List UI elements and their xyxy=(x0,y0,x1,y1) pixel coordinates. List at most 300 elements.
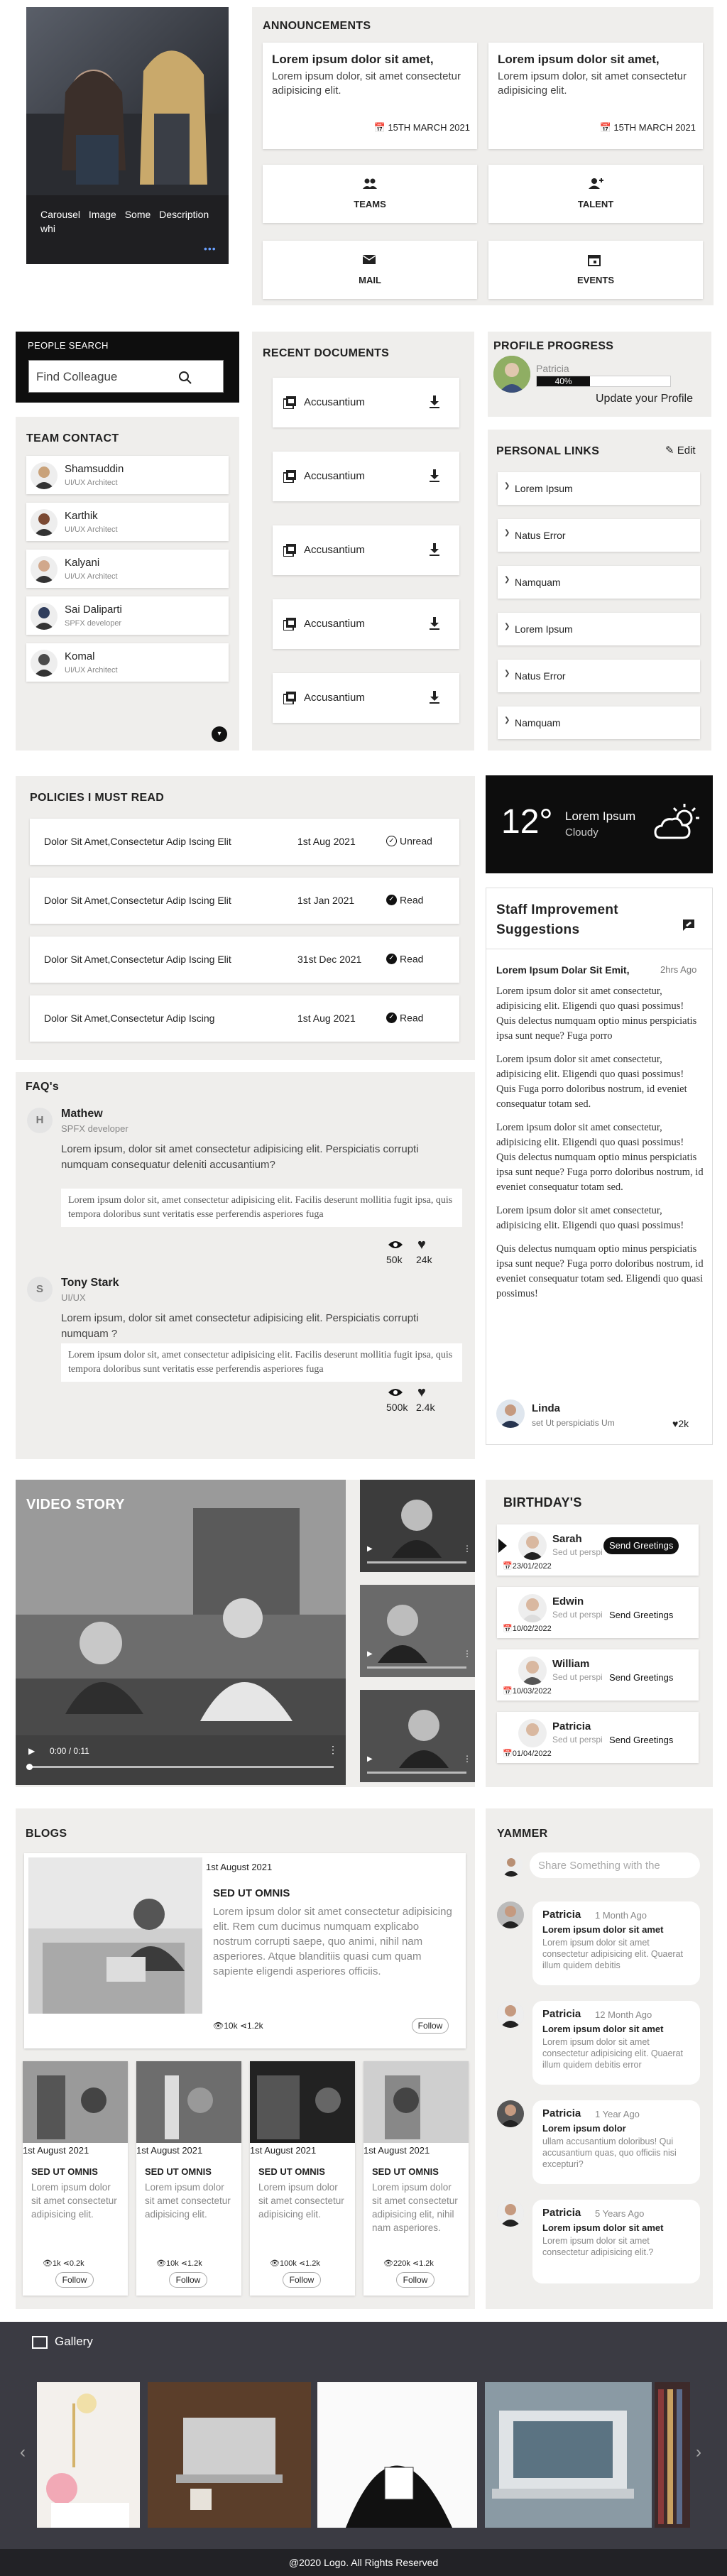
staff-author-name: Linda xyxy=(532,1402,560,1414)
share-icon: ⋖ xyxy=(178,2259,187,2268)
team-member-name: Kalyani xyxy=(65,557,100,569)
faq-author-role: SPFX developer xyxy=(61,1123,129,1134)
blog-text: Lorem ipsum dolor sit amet consectetur adipisicing elit. xyxy=(31,2182,117,2220)
team-member-card[interactable] xyxy=(26,596,229,635)
announcement-headline: Lorem ipsum dolor sit amet, xyxy=(272,53,434,66)
personal-link[interactable] xyxy=(498,706,700,739)
featured-blog-text: Lorem ipsum dolor sit amet consectetur adipisicing elit. Rem cum ducimus numquam explicabo nostrum corrupti saepe, quo animi, nihil nam asperiores. Atque blanditiis quasi cum quam sapiente eligendi asperiores officiis. xyxy=(213,1906,452,1977)
profile-progress-title: PROFILE PROGRESS xyxy=(493,340,614,352)
video-play-button[interactable]: ▶ xyxy=(28,1746,35,1756)
birthday-card[interactable] xyxy=(497,1587,699,1638)
profile-name: Patricia xyxy=(536,363,569,374)
weather-location: Lorem Ipsum xyxy=(565,809,636,823)
birthday-card[interactable] xyxy=(497,1649,699,1701)
faq-author-role: UI/UX xyxy=(61,1292,86,1303)
yammer-post[interactable] xyxy=(532,2100,700,2184)
blog-date: 1st August 2021 xyxy=(364,2145,430,2156)
video-thumbnail[interactable] xyxy=(360,1480,475,1572)
download-icon[interactable] xyxy=(429,395,440,408)
blogs-title: BLOGS xyxy=(26,1828,67,1840)
yammer-post-author: Patricia xyxy=(542,2207,581,2219)
staff-author-avatar xyxy=(496,1399,525,1428)
birthday-date-row xyxy=(503,1624,552,1633)
eye-icon: 👁 xyxy=(213,2021,224,2031)
yammer-post-time: 5 Years Ago xyxy=(595,2208,645,2219)
video-thumbnail-play[interactable]: ▶ xyxy=(367,1650,373,1658)
birthday-date: 23/01/2022 xyxy=(512,1562,552,1571)
document-row[interactable] xyxy=(273,525,459,575)
search-icon[interactable] xyxy=(178,371,192,385)
featured-blog-card[interactable] xyxy=(24,1853,466,2048)
announcement-card[interactable] xyxy=(488,43,703,149)
staff-paragraph: Quis delectus numquam optio minus perspiciatis ipsa sunt neque? Fuga porro doloribus nostrum, id eveniet consequatur totam sed. Eligendi quo quasi possimus! xyxy=(496,1243,704,1299)
calendar-icon: 📅 xyxy=(503,1750,513,1758)
policy-row[interactable] xyxy=(30,937,459,983)
check-outline-icon: ✓ xyxy=(386,836,397,846)
team-member-avatar xyxy=(31,650,58,677)
video-thumbnail-progress[interactable] xyxy=(367,1561,466,1563)
eye-icon: 👁 xyxy=(43,2259,53,2268)
yammer-post-avatar xyxy=(497,2200,524,2227)
eye-icon: 👁 xyxy=(383,2259,393,2268)
quick-link-label: MAIL xyxy=(359,275,381,285)
heart-icon[interactable]: ♥ xyxy=(417,1237,426,1252)
main-video-frame xyxy=(16,1480,346,1785)
edit-links-button[interactable] xyxy=(665,444,696,457)
team-member-card[interactable] xyxy=(26,456,229,494)
link-icon: ❯ xyxy=(504,576,510,584)
eye-icon[interactable] xyxy=(388,1387,403,1397)
yammer-post-text: ullam accusantium doloribus! Qui accusantium quas, quo officiis nisi excepturi? xyxy=(542,2136,677,2169)
policy-date: 31st Dec 2021 xyxy=(297,954,362,965)
blog-image xyxy=(250,2061,355,2143)
blog-date: 1st August 2021 xyxy=(250,2145,317,2156)
video-title: VIDEO STORY xyxy=(26,1497,125,1512)
personal-link[interactable] xyxy=(498,660,700,692)
blog-card[interactable] xyxy=(364,2061,469,2296)
footer xyxy=(0,2549,727,2576)
blog-follow-button[interactable]: Follow xyxy=(55,2272,94,2288)
team-member-role: UI/UX Architect xyxy=(65,525,118,534)
eye-icon[interactable] xyxy=(388,1240,403,1250)
video-time: 0:00 / 0:11 xyxy=(50,1746,89,1756)
document-row[interactable] xyxy=(273,673,459,723)
weather-widget xyxy=(486,775,713,873)
cloudy-sun-icon xyxy=(652,802,702,845)
blog-follow-button[interactable]: Follow xyxy=(396,2272,434,2288)
team-member-card[interactable] xyxy=(26,503,229,541)
heart-icon[interactable]: ♥ xyxy=(417,1385,426,1400)
staff-author-sub: set Ut perspiciatis Um xyxy=(532,1418,615,1428)
gallery-image-3[interactable] xyxy=(317,2382,477,2528)
birthday-date-row xyxy=(503,1561,552,1571)
talent-icon xyxy=(588,178,603,189)
video-thumbnail-progress[interactable] xyxy=(367,1772,466,1774)
send-greetings-button[interactable]: Send Greetings xyxy=(603,1669,679,1686)
blog-image xyxy=(136,2061,241,2143)
download-icon[interactable] xyxy=(429,617,440,630)
gallery-title: Gallery xyxy=(55,2335,93,2348)
document-name: Accusantium xyxy=(304,544,365,556)
quick-link-mail[interactable] xyxy=(263,241,477,299)
quick-link-talent[interactable] xyxy=(488,165,703,223)
document-row[interactable] xyxy=(273,452,459,501)
video-thumbnail-frame xyxy=(360,1690,475,1782)
carousel-dots[interactable]: ••• xyxy=(204,243,217,254)
image-icon xyxy=(32,2336,48,2349)
yammer-post-author: Patricia xyxy=(542,1909,581,1921)
policy-row[interactable] xyxy=(30,819,459,865)
quick-link-events[interactable] xyxy=(488,241,703,299)
profile-progress-bar xyxy=(536,376,671,387)
yammer-post-author: Patricia xyxy=(542,2008,581,2020)
share-icon: ⋖ xyxy=(239,2021,247,2031)
footer-text: @2020 Logo. All Rights Reserved xyxy=(288,2557,439,2568)
birthday-sub: Sed ut perspi xyxy=(552,1672,603,1682)
video-thumbnail-progress[interactable] xyxy=(367,1666,466,1669)
personal-link[interactable] xyxy=(498,613,700,645)
announcement-headline: Lorem ipsum dolor sit amet, xyxy=(498,53,660,66)
blog-stats xyxy=(270,2259,320,2268)
events-icon xyxy=(588,253,601,266)
birthday-avatar xyxy=(518,1594,547,1622)
blog-card[interactable] xyxy=(250,2061,355,2296)
blog-stats xyxy=(383,2259,434,2268)
share-icon: ⋖ xyxy=(60,2259,70,2268)
gallery-prev-button[interactable]: ‹ xyxy=(20,2443,26,2462)
announcements-title: ANNOUNCEMENTS xyxy=(263,20,371,32)
yammer-post-avatar xyxy=(497,1901,524,1928)
heart-icon: ♥ xyxy=(672,1418,679,1429)
team-member-name: Shamsuddin xyxy=(65,463,124,475)
yammer-post-author: Patricia xyxy=(542,2107,581,2119)
blog-views: 100k xyxy=(279,2259,297,2268)
featured-blog-stats xyxy=(213,2021,263,2031)
link-icon: ❯ xyxy=(504,670,510,677)
weather-condition: Cloudy xyxy=(565,826,598,839)
team-member-card[interactable] xyxy=(26,643,229,682)
announcement-date-row xyxy=(600,122,696,133)
check-filled-icon: ✓ xyxy=(386,954,397,964)
birthday-card[interactable] xyxy=(497,1712,699,1763)
blog-follow-button[interactable]: Follow xyxy=(283,2272,321,2288)
faq-author: Tony Stark xyxy=(61,1277,119,1289)
birthday-avatar xyxy=(518,1657,547,1685)
document-icon xyxy=(283,544,296,557)
document-row[interactable] xyxy=(273,599,459,649)
hero-image xyxy=(26,7,229,195)
faq-views: 50k xyxy=(386,1254,403,1265)
profile-progress-fill xyxy=(537,376,590,386)
birthdays-title: BIRTHDAY'S xyxy=(503,1495,582,1510)
people-search-title: PEOPLE SEARCH xyxy=(28,340,109,351)
download-icon[interactable] xyxy=(429,691,440,704)
blog-shares: 1.2k xyxy=(419,2259,434,2268)
team-member-name: Sai Daliparti xyxy=(65,604,122,616)
check-filled-icon: ✓ xyxy=(386,895,397,905)
video-thumbnail[interactable] xyxy=(360,1585,475,1677)
hero-carousel[interactable] xyxy=(26,7,229,264)
featured-shares: 1.2k xyxy=(247,2021,263,2031)
policies-title: POLICIES I MUST READ xyxy=(30,792,165,804)
hero-caption: Carousel Image Some Description whi xyxy=(40,209,209,234)
yammer-share-input[interactable] xyxy=(530,1852,700,1878)
announcement-text: Lorem ipsum dolor, sit amet consectetur adipisicing elit. xyxy=(272,70,461,97)
people-search-placeholder: Find Colleague xyxy=(36,370,118,383)
people-search-input[interactable] xyxy=(28,360,224,393)
video-thumbnail-menu[interactable]: ⋮ xyxy=(463,1649,471,1659)
staff-post-time: 2hrs Ago xyxy=(660,964,697,975)
blog-shares: 0.2k xyxy=(69,2259,84,2268)
weather-temp: 12° xyxy=(501,803,553,841)
yammer-post-avatar xyxy=(497,2001,524,2028)
featured-blog-date: 1st August 2021 xyxy=(206,1862,273,1872)
blog-date: 1st August 2021 xyxy=(136,2145,203,2156)
birthday-sub: Sed ut perspi xyxy=(552,1547,603,1557)
mail-icon xyxy=(362,253,376,265)
policy-status-label: Read xyxy=(400,953,424,965)
link-icon: ❯ xyxy=(504,529,510,537)
policy-row[interactable] xyxy=(30,995,459,1042)
gallery-section xyxy=(0,2322,727,2549)
faq-question: Lorem ipsum, dolor sit amet consectetur adipisicing elit. Perspiciatis corrupti numquam consequatur deleniti accusantium? xyxy=(61,1143,419,1171)
eye-icon: 👁 xyxy=(156,2259,166,2268)
yammer-post-title: Lorem ipsum dolor sit amet xyxy=(542,2024,664,2034)
faq-views: 500k xyxy=(386,1402,408,1413)
gallery-image-5[interactable] xyxy=(655,2382,690,2528)
blog-card[interactable] xyxy=(23,2061,128,2296)
calendar-icon: 📅 xyxy=(373,122,388,133)
yammer-post[interactable] xyxy=(532,2200,700,2283)
personal-link-label: Lorem Ipsum xyxy=(515,483,573,494)
personal-link-label: Namquam xyxy=(515,577,561,588)
yammer-post-time: 12 Month Ago xyxy=(595,2009,652,2020)
yammer-post[interactable] xyxy=(532,2001,700,2085)
gallery-image-4[interactable] xyxy=(485,2382,652,2528)
faq-answer: Lorem ipsum dolor sit, amet consectetur adipisicing elit. Facilis deserunt mollitia fugit ipsa, quis tempora doloribus sunt veritatis esse perferendis asperiores fuga xyxy=(61,1189,462,1227)
policy-date: 1st Aug 2021 xyxy=(297,836,356,847)
birthday-name: Patricia xyxy=(552,1720,591,1732)
check-filled-icon: ✓ xyxy=(386,1013,397,1023)
team-member-avatar xyxy=(31,556,58,583)
staff-title-1: Staff Improvement xyxy=(496,902,618,917)
personal-links-title: PERSONAL LINKS xyxy=(496,445,600,457)
personal-link-label: Natus Error xyxy=(515,670,566,682)
team-member-avatar xyxy=(31,603,58,630)
video-thumbnail-menu[interactable]: ⋮ xyxy=(463,1754,471,1764)
birthday-sub: Sed ut perspi xyxy=(552,1610,603,1620)
gallery-image-2[interactable] xyxy=(148,2382,311,2528)
download-icon[interactable] xyxy=(429,543,440,556)
calendar-icon: 📅 xyxy=(599,122,614,133)
blog-views: 1k xyxy=(52,2259,61,2268)
birthday-avatar xyxy=(518,1532,547,1560)
birthday-name: William xyxy=(552,1658,590,1670)
share-icon: ⋖ xyxy=(410,2259,420,2268)
send-greetings-button[interactable]: Send Greetings xyxy=(603,1732,679,1749)
team-member-role: SPFX developer xyxy=(65,619,122,628)
policy-title: Dolor Sit Amet,Consectetur Adip Iscing Elit xyxy=(44,954,231,965)
gallery-header xyxy=(32,2335,93,2349)
yammer-post-text: Lorem ipsum dolor sit amet consectetur adipisicing elit.? xyxy=(542,2236,654,2257)
birthday-date: 01/04/2022 xyxy=(512,1750,552,1758)
blog-title[interactable]: SED UT OMNIS xyxy=(372,2166,439,2177)
birthday-date: 10/03/2022 xyxy=(512,1687,552,1696)
blog-stats xyxy=(156,2259,202,2268)
gallery-next-button[interactable]: › xyxy=(696,2443,701,2462)
birthday-name: Sarah xyxy=(552,1533,582,1545)
staff-paragraph: Lorem ipsum dolor sit amet consectetur, adipisicing elit. Eligendi quo quasi possimus! Quis delectus numquam optio minus perspiciatis ipsa sunt neque? Fuga porro doloribus nostrum, id eveniet consequatur totam sed. xyxy=(496,1122,704,1193)
birthday-date-row xyxy=(503,1749,552,1758)
yammer-title: YAMMER xyxy=(497,1828,548,1840)
faq-initial-avatar: S xyxy=(27,1277,53,1302)
personal-link[interactable] xyxy=(498,566,700,599)
blog-text: Lorem ipsum dolor sit amet consectetur adipisicing elit. xyxy=(258,2182,344,2220)
featured-views: 10k xyxy=(224,2021,238,2031)
pencil-icon: ✎ xyxy=(665,444,677,457)
staff-post-body xyxy=(496,984,704,1310)
faq-title: FAQ's xyxy=(26,1081,60,1093)
main-video[interactable] xyxy=(16,1480,346,1785)
video-thumbnail-play[interactable]: ▶ xyxy=(367,1545,373,1553)
blog-title[interactable]: SED UT OMNIS xyxy=(31,2166,98,2177)
staff-suggestions-panel xyxy=(486,888,713,1445)
faq-question: Lorem ipsum, dolor sit amet consectetur adipisicing elit. Perspiciatis corrupti numquam ? xyxy=(61,1312,419,1340)
policy-status-label: Read xyxy=(400,894,424,906)
blog-title[interactable]: SED UT OMNIS xyxy=(258,2166,325,2177)
team-member-card[interactable] xyxy=(26,550,229,588)
policy-status xyxy=(386,893,423,905)
yammer-post-time: 1 Year Ago xyxy=(595,2109,640,2119)
yammer-placeholder: Share Something with the xyxy=(538,1860,660,1872)
staff-title-2: Suggestions xyxy=(496,922,580,937)
yammer-post-title: Lorem ipsum dolor sit amet xyxy=(542,2222,664,2233)
scroll-down-button[interactable]: ▾ xyxy=(212,726,227,742)
blog-text: Lorem ipsum dolor sit amet consectetur adipisicing elit, nihil nam asperiores. xyxy=(372,2182,458,2233)
announcement-text: Lorem ipsum dolor, sit amet consectetur adipisicing elit. xyxy=(498,70,687,97)
send-greetings-button[interactable]: Send Greetings xyxy=(603,1537,679,1554)
team-member-role: UI/UX Architect xyxy=(65,666,118,675)
blog-image xyxy=(23,2061,128,2143)
policy-date: 1st Jan 2021 xyxy=(297,895,355,906)
featured-blog-title[interactable]: SED UT OMNIS xyxy=(213,1887,290,1899)
video-menu-button[interactable]: ⋮ xyxy=(328,1744,338,1755)
yammer-post[interactable] xyxy=(532,1901,700,1985)
share-icon: ⋖ xyxy=(296,2259,306,2268)
video-thumbnail-play[interactable]: ▶ xyxy=(367,1755,373,1763)
blog-stats xyxy=(43,2259,84,2268)
download-icon[interactable] xyxy=(429,469,440,482)
blog-card[interactable] xyxy=(136,2061,241,2296)
video-thumbnail[interactable] xyxy=(360,1690,475,1782)
faq-author: Mathew xyxy=(61,1108,103,1120)
link-icon: ❯ xyxy=(504,716,510,724)
personal-link[interactable] xyxy=(498,472,700,505)
policy-status-label: Unread xyxy=(400,835,432,847)
policy-status xyxy=(386,834,432,846)
link-icon: ❯ xyxy=(504,623,510,631)
team-member-avatar xyxy=(31,509,58,536)
video-progress[interactable] xyxy=(28,1766,334,1768)
yammer-post-text: Lorem ipsum dolor sit amet consectetur adipisicing elit. Quaerat illum quidem debitis xyxy=(542,1938,684,1970)
announcement-date-row xyxy=(374,122,470,133)
staff-paragraph: Lorem ipsum dolor sit amet consectetur, adipisicing elit. Eligendi quo quasi possimus! xyxy=(496,1205,684,1231)
edit-links-label: Edit xyxy=(677,444,696,457)
team-member-name: Komal xyxy=(65,650,95,662)
announcement-card[interactable] xyxy=(263,43,477,149)
people-search-panel xyxy=(16,332,239,403)
personal-link-label: Lorem Ipsum xyxy=(515,623,573,635)
quick-link-label: EVENTS xyxy=(576,275,614,285)
document-name: Accusantium xyxy=(304,396,365,408)
featured-blog-image xyxy=(28,1857,202,2014)
announcement-date: 15TH MARCH 2021 xyxy=(388,122,470,133)
blog-image xyxy=(364,2061,469,2143)
birthday-date-row xyxy=(503,1686,552,1696)
document-icon xyxy=(283,396,296,409)
faq-stats xyxy=(383,1237,447,1268)
faq-likes: 24k xyxy=(416,1254,432,1265)
blog-title[interactable]: SED UT OMNIS xyxy=(145,2166,212,2177)
policy-row[interactable] xyxy=(30,878,459,924)
policy-title: Dolor Sit Amet,Consectetur Adip Iscing Elit xyxy=(44,836,231,847)
blog-views: 220k xyxy=(393,2259,410,2268)
update-profile-link[interactable]: Update your Profile xyxy=(596,393,693,405)
feedback-icon[interactable] xyxy=(682,918,696,932)
blog-shares: 1.2k xyxy=(305,2259,320,2268)
send-greetings-button[interactable]: Send Greetings xyxy=(603,1607,679,1624)
quick-link-teams[interactable] xyxy=(263,165,477,223)
team-icon xyxy=(362,178,378,189)
document-name: Accusantium xyxy=(304,618,365,630)
eye-icon: 👁 xyxy=(270,2259,280,2268)
team-contact-title: TEAM CONTACT xyxy=(26,432,119,444)
profile-progress-percent: 40% xyxy=(554,376,572,386)
policy-title: Dolor Sit Amet,Consectetur Adip Iscing xyxy=(44,1013,215,1024)
featured-follow-button[interactable]: Follow xyxy=(412,2018,449,2034)
document-row[interactable] xyxy=(273,378,459,427)
video-thumbnail-menu[interactable]: ⋮ xyxy=(463,1544,471,1554)
team-member-name: Karthik xyxy=(65,510,98,522)
staff-likes: 2k xyxy=(678,1418,689,1429)
blog-follow-button[interactable]: Follow xyxy=(169,2272,207,2288)
blog-views: 10k xyxy=(165,2259,179,2268)
document-name: Accusantium xyxy=(304,470,365,482)
yammer-post-title: Lorem ipsum dolor xyxy=(542,2123,626,2134)
announcement-date: 15TH MARCH 2021 xyxy=(613,122,696,133)
document-icon xyxy=(283,470,296,483)
birthday-avatar xyxy=(518,1719,547,1747)
gallery-image-1[interactable] xyxy=(37,2382,140,2528)
blog-date: 1st August 2021 xyxy=(23,2145,89,2156)
policy-status xyxy=(386,952,423,964)
personal-link-label: Namquam xyxy=(515,717,561,728)
yammer-post-text: Lorem ipsum dolor sit amet consectetur adipisicing elit. Quaerat illum quidem debitis error xyxy=(542,2037,684,2070)
video-thumbnail-frame xyxy=(360,1585,475,1677)
personal-link-label: Natus Error xyxy=(515,530,566,541)
blog-shares: 1.2k xyxy=(187,2259,202,2268)
personal-link[interactable] xyxy=(498,519,700,552)
staff-like-button[interactable] xyxy=(672,1418,689,1429)
yammer-post-title: Lorem ipsum dolor sit amet xyxy=(542,1924,664,1935)
birthday-card[interactable] xyxy=(497,1524,699,1576)
link-icon: ❯ xyxy=(504,482,510,490)
quick-link-label: TALENT xyxy=(577,199,614,209)
document-name: Accusantium xyxy=(304,692,365,704)
team-member-avatar xyxy=(31,462,58,489)
quick-link-label: TEAMS xyxy=(354,199,386,209)
faq-likes: 2.4k xyxy=(416,1402,435,1413)
